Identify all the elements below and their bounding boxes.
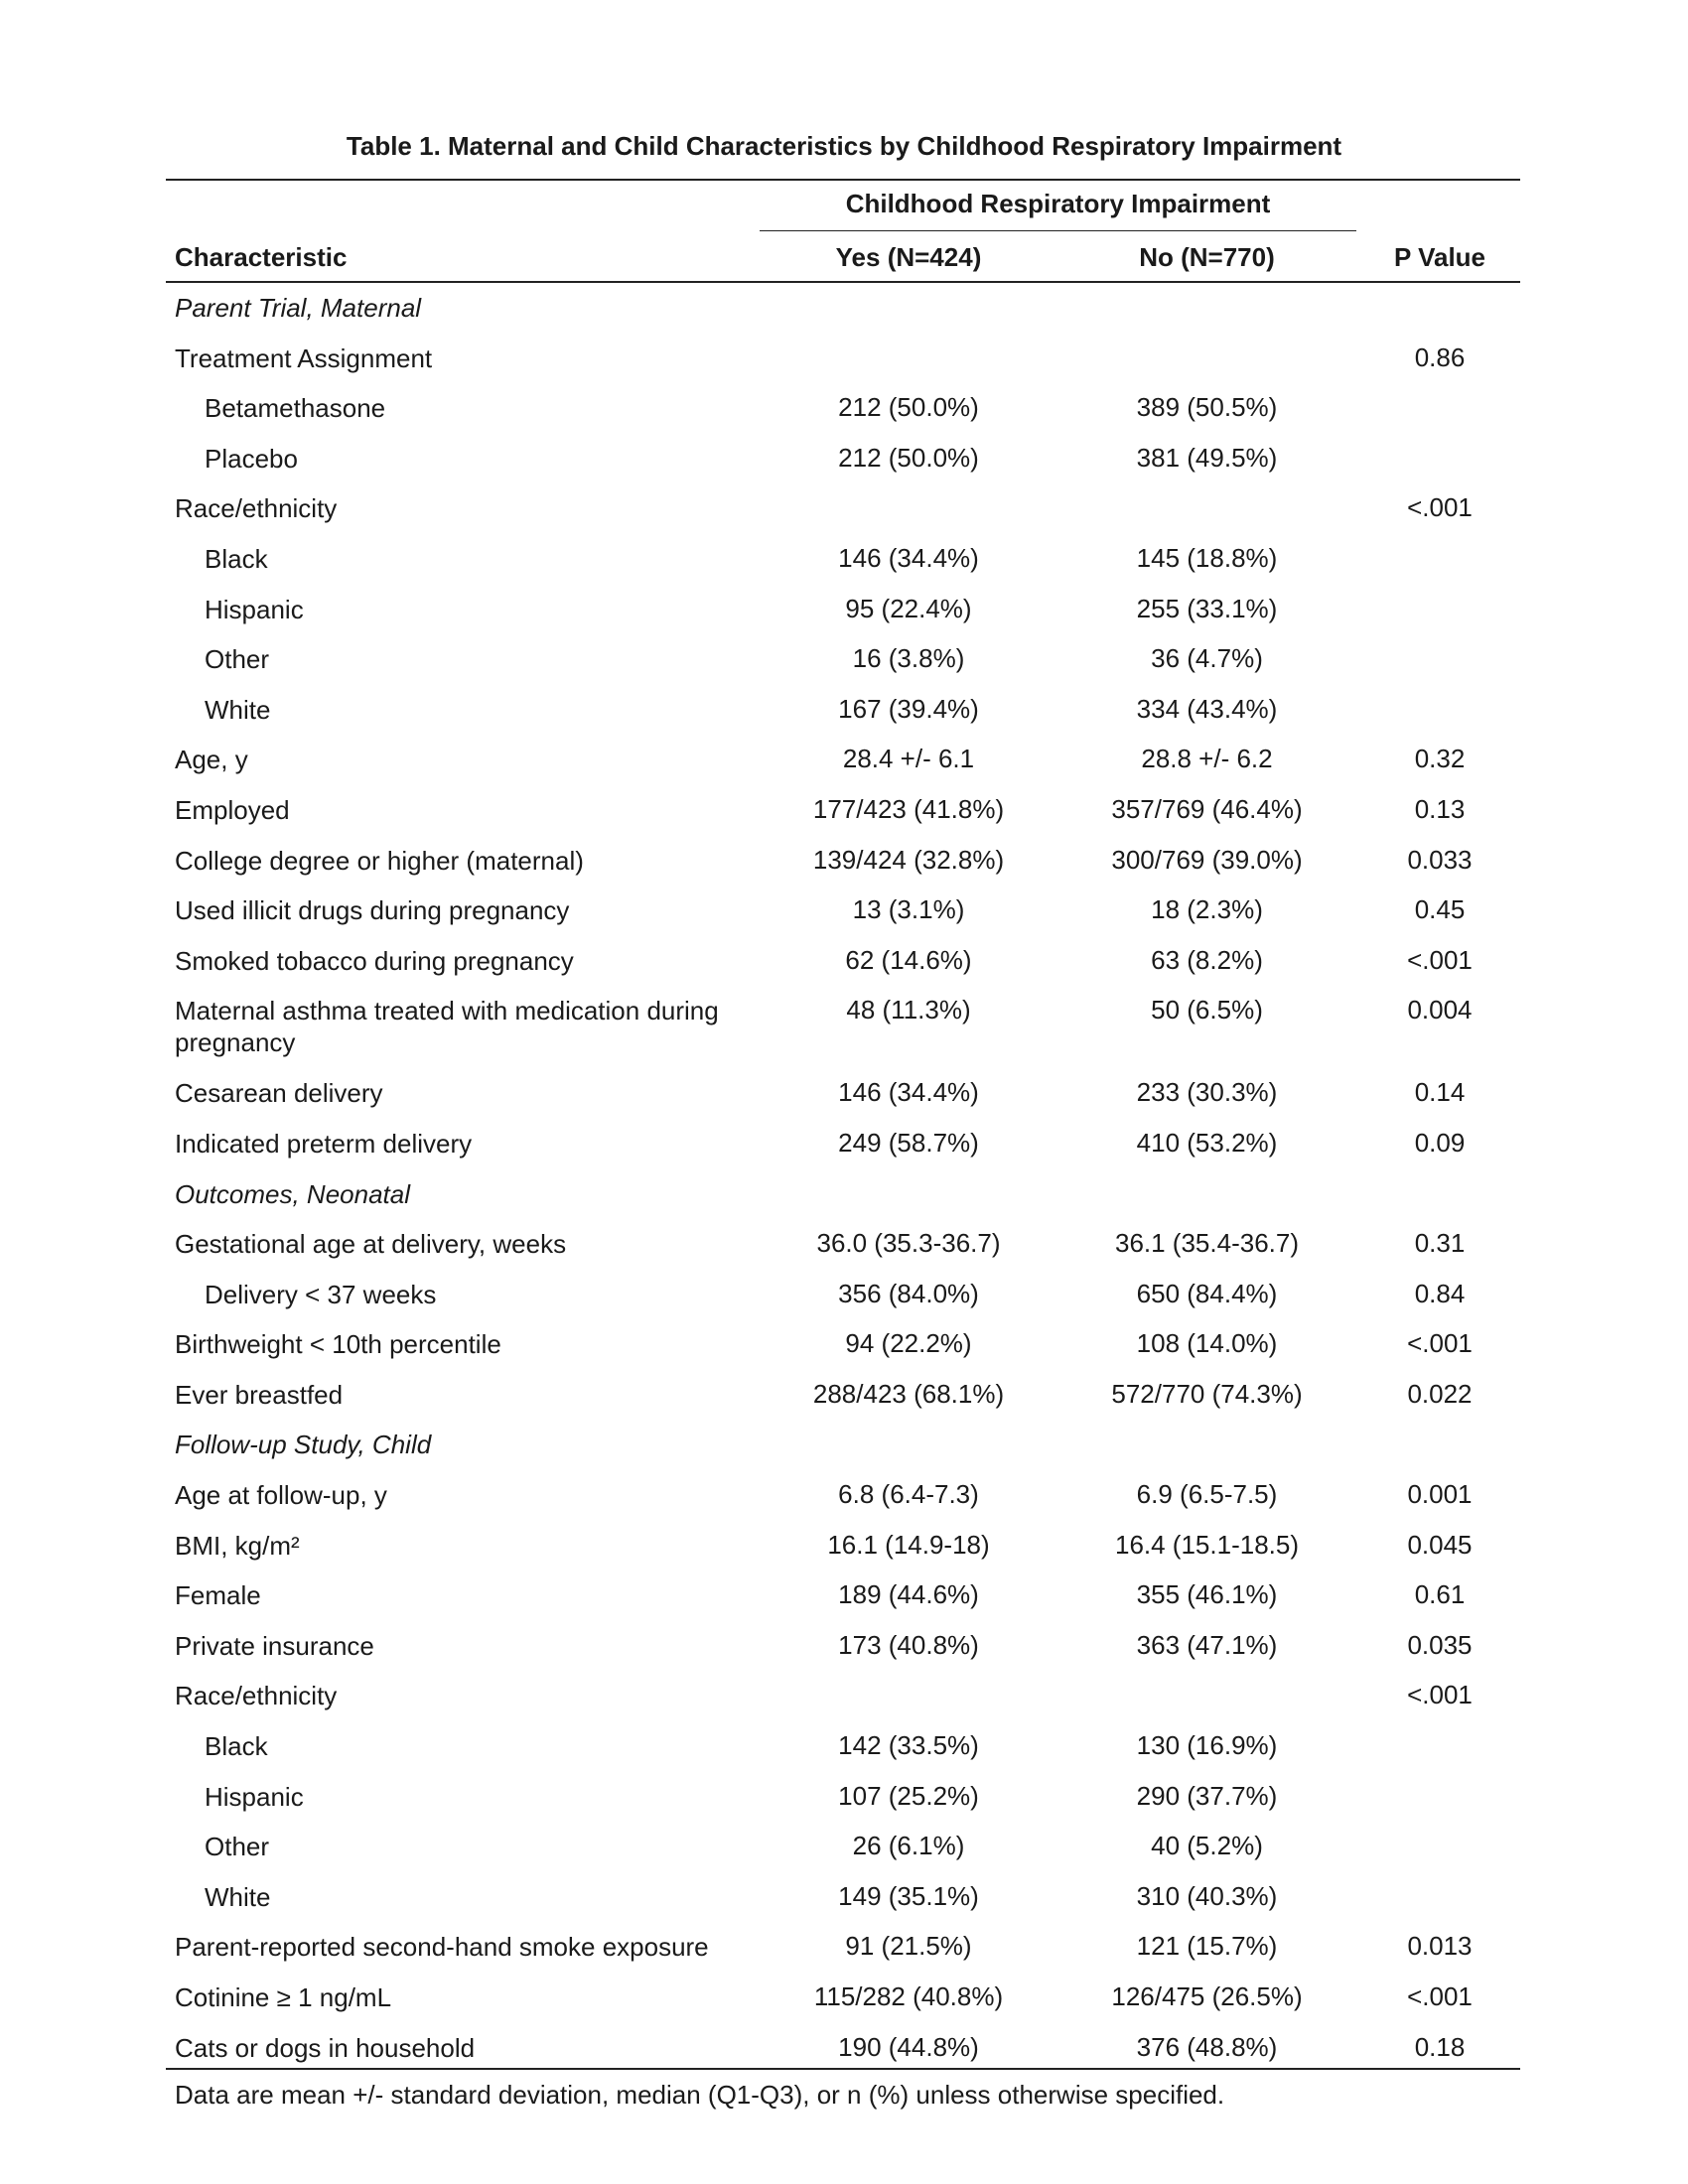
yes-value: 146 (34.4%) <box>838 542 979 573</box>
row-label: Female <box>175 1580 261 1611</box>
table-row <box>0 1927 1688 1978</box>
yes-value: 36.0 (35.3-36.7) <box>816 1228 1001 1259</box>
yes-value: 94 (22.2%) <box>845 1328 972 1359</box>
no-value: 36.1 (35.4-36.7) <box>1114 1228 1299 1259</box>
table-row <box>0 991 1688 1073</box>
section-heading-row <box>0 288 1688 339</box>
yes-value: 167 (39.4%) <box>838 693 979 724</box>
row-label: Maternal asthma treated with medication during pregnancy <box>175 996 719 1058</box>
p-value: 0.31 <box>1414 1228 1466 1259</box>
no-value: 255 (33.1%) <box>1136 593 1278 623</box>
no-value: 28.8 +/- 6.2 <box>1141 744 1273 774</box>
table-row <box>0 1777 1688 1828</box>
p-value: 0.32 <box>1414 744 1466 774</box>
row-label: Other <box>205 644 270 675</box>
table-row <box>0 1375 1688 1426</box>
no-value: 121 (15.7%) <box>1136 1931 1278 1962</box>
yes-value: 212 (50.0%) <box>838 442 979 473</box>
no-value: 410 (53.2%) <box>1136 1127 1278 1158</box>
no-value: 650 (84.4%) <box>1136 1278 1278 1308</box>
no-value: 40 (5.2%) <box>1151 1831 1263 1861</box>
p-value: <.001 <box>1407 1680 1473 1710</box>
no-value: 290 (37.7%) <box>1136 1780 1278 1811</box>
no-value: 6.9 (6.5-7.5) <box>1136 1479 1278 1510</box>
no-value: 63 (8.2%) <box>1151 944 1263 975</box>
p-value: <.001 <box>1407 944 1473 975</box>
p-value: 0.033 <box>1407 844 1473 875</box>
p-value: 0.045 <box>1407 1529 1473 1560</box>
table-row <box>0 1124 1688 1174</box>
yes-value: 212 (50.0%) <box>838 392 979 423</box>
table-row <box>0 1978 1688 2028</box>
yes-value: 288/423 (68.1%) <box>812 1378 1005 1409</box>
section-heading: Outcomes, Neonatal <box>175 1178 411 1209</box>
table-row <box>0 539 1688 590</box>
row-label: Black <box>205 543 268 574</box>
yes-value: 16 (3.8%) <box>852 643 965 674</box>
table-row <box>0 1726 1688 1777</box>
yes-value: 189 (44.6%) <box>838 1579 979 1610</box>
row-label: College degree or higher (maternal) <box>175 845 584 876</box>
yes-value: 356 (84.0%) <box>838 1278 979 1308</box>
table-row <box>0 439 1688 489</box>
yes-value: 16.1 (14.9-18) <box>827 1529 990 1560</box>
table-row <box>0 841 1688 891</box>
p-value: <.001 <box>1407 1328 1473 1359</box>
table-row <box>0 1827 1688 1877</box>
row-label: Age at follow-up, y <box>175 1480 387 1511</box>
table-row <box>0 941 1688 992</box>
p-value: 0.18 <box>1414 2031 1466 2062</box>
p-value: 0.001 <box>1407 1479 1473 1510</box>
yes-value: 26 (6.1%) <box>852 1831 965 1861</box>
row-label: Placebo <box>205 443 298 474</box>
row-label: Cotinine ≥ 1 ng/mL <box>175 1982 392 2012</box>
row-label: Used illicit drugs during pregnancy <box>175 895 570 926</box>
yes-value: 149 (35.1%) <box>838 1880 979 1911</box>
group-header: Childhood Respiratory Impairment <box>845 189 1271 218</box>
row-label: Age, y <box>175 745 248 775</box>
no-value: 18 (2.3%) <box>1151 894 1263 925</box>
no-value: 334 (43.4%) <box>1136 693 1278 724</box>
row-label: Gestational age at delivery, weeks <box>175 1229 567 1260</box>
p-value-header: P Value <box>1393 242 1486 272</box>
p-value: 0.09 <box>1414 1127 1466 1158</box>
row-label: Employed <box>175 794 290 825</box>
row-label: Cesarean delivery <box>175 1078 383 1109</box>
table-row <box>0 1575 1688 1626</box>
no-column-header: No (N=770) <box>1139 242 1275 272</box>
p-value: 0.14 <box>1414 1077 1466 1108</box>
p-value: 0.13 <box>1414 793 1466 824</box>
row-label: Birthweight < 10th percentile <box>175 1329 501 1360</box>
yes-value: 115/282 (40.8%) <box>813 1981 1004 2011</box>
yes-value: 91 (21.5%) <box>845 1931 972 1962</box>
row-label: Ever breastfed <box>175 1379 344 1410</box>
no-value: 233 (30.3%) <box>1136 1077 1278 1108</box>
table-row <box>0 339 1688 389</box>
p-value: <.001 <box>1407 1981 1473 2011</box>
section-heading: Follow-up Study, Child <box>175 1430 432 1460</box>
no-value: 16.4 (15.1-18.5) <box>1114 1529 1299 1560</box>
section-heading-row <box>0 1174 1688 1225</box>
p-value: 0.013 <box>1407 1931 1473 1962</box>
yes-value: 173 (40.8%) <box>838 1629 979 1660</box>
row-label: Race/ethnicity <box>175 1681 338 1711</box>
p-value: 0.022 <box>1407 1378 1473 1409</box>
p-value: 0.035 <box>1407 1629 1473 1660</box>
section-heading: Parent Trial, Maternal <box>175 293 422 323</box>
table-row <box>0 1324 1688 1375</box>
table-body <box>0 288 1688 2078</box>
table-top-rule <box>166 179 1520 181</box>
no-value: 36 (4.7%) <box>1151 643 1263 674</box>
no-value: 381 (49.5%) <box>1136 442 1278 473</box>
p-value: 0.84 <box>1414 1278 1466 1308</box>
yes-value: 142 (33.5%) <box>838 1730 979 1761</box>
characteristic-header: Characteristic <box>175 242 348 272</box>
table-row <box>0 1676 1688 1726</box>
p-value: 0.004 <box>1407 995 1473 1025</box>
row-label: BMI, kg/m² <box>175 1530 300 1561</box>
table-row <box>0 1526 1688 1576</box>
row-label: Race/ethnicity <box>175 493 338 524</box>
table-row <box>0 790 1688 841</box>
yes-value: 28.4 +/- 6.1 <box>842 744 975 774</box>
no-value: 363 (47.1%) <box>1136 1629 1278 1660</box>
row-label: Indicated preterm delivery <box>175 1128 473 1159</box>
table-row <box>0 1877 1688 1928</box>
table-row <box>0 740 1688 790</box>
table-row <box>0 590 1688 640</box>
row-label: Treatment Assignment <box>175 342 433 373</box>
no-value: 130 (16.9%) <box>1136 1730 1278 1761</box>
group-header-underline <box>760 230 1356 231</box>
no-value: 126/475 (26.5%) <box>1111 1981 1303 2011</box>
table-row <box>0 1073 1688 1124</box>
row-label: Hispanic <box>205 594 304 624</box>
yes-value: 107 (25.2%) <box>838 1780 979 1811</box>
row-label: Delivery < 37 weeks <box>205 1279 437 1309</box>
row-label: Cats or dogs in household <box>175 2032 476 2063</box>
p-value: <.001 <box>1407 492 1473 523</box>
table-row <box>0 1626 1688 1677</box>
no-value: 572/770 (74.3%) <box>1111 1378 1303 1409</box>
yes-value: 146 (34.4%) <box>838 1077 979 1108</box>
table-row <box>0 890 1688 941</box>
no-value: 300/769 (39.0%) <box>1111 844 1303 875</box>
yes-value: 62 (14.6%) <box>845 944 972 975</box>
no-value: 355 (46.1%) <box>1136 1579 1278 1610</box>
table-row <box>0 690 1688 741</box>
yes-column-header: Yes (N=424) <box>835 242 982 272</box>
row-label: Betamethasone <box>205 393 386 424</box>
yes-value: 95 (22.4%) <box>845 593 972 623</box>
row-label: Other <box>205 1832 270 1862</box>
p-value: 0.61 <box>1414 1579 1466 1610</box>
yes-value: 190 (44.8%) <box>838 2031 979 2062</box>
table-row <box>0 2028 1688 2079</box>
table-row <box>0 639 1688 690</box>
no-value: 376 (48.8%) <box>1136 2031 1278 2062</box>
no-value: 145 (18.8%) <box>1136 542 1278 573</box>
table-title: Table 1. Maternal and Child Characteristics by Childhood Respiratory Impairment <box>346 131 1342 161</box>
row-label: Parent-reported second-hand smoke exposure <box>175 1932 709 1963</box>
p-value: 0.45 <box>1414 894 1466 925</box>
table-row <box>0 1275 1688 1325</box>
row-label: White <box>205 694 271 725</box>
section-heading-row <box>0 1425 1688 1475</box>
yes-value: 6.8 (6.4-7.3) <box>838 1479 979 1510</box>
yes-value: 249 (58.7%) <box>838 1127 979 1158</box>
table-row <box>0 488 1688 539</box>
yes-value: 139/424 (32.8%) <box>812 844 1005 875</box>
yes-value: 177/423 (41.8%) <box>812 793 1005 824</box>
p-value: 0.86 <box>1414 341 1466 372</box>
yes-value: 13 (3.1%) <box>852 894 965 925</box>
row-label: Private insurance <box>175 1630 374 1661</box>
table-row <box>0 1475 1688 1526</box>
header-bottom-rule <box>166 281 1520 283</box>
no-value: 108 (14.0%) <box>1136 1328 1278 1359</box>
row-label: White <box>205 1881 271 1912</box>
yes-value: 48 (11.3%) <box>846 995 971 1025</box>
row-label: Hispanic <box>205 1781 304 1812</box>
no-value: 50 (6.5%) <box>1151 995 1263 1025</box>
no-value: 310 (40.3%) <box>1136 1880 1278 1911</box>
table-footnote: Data are mean +/- standard deviation, median (Q1-Q3), or n (%) unless otherwise specified. <box>175 2080 1225 2110</box>
no-value: 389 (50.5%) <box>1136 392 1278 423</box>
table-row <box>0 388 1688 439</box>
row-label: Smoked tobacco during pregnancy <box>175 945 574 976</box>
row-label: Black <box>205 1731 268 1762</box>
table-row <box>0 1224 1688 1275</box>
table-bottom-rule <box>166 2068 1520 2070</box>
no-value: 357/769 (46.4%) <box>1111 793 1303 824</box>
